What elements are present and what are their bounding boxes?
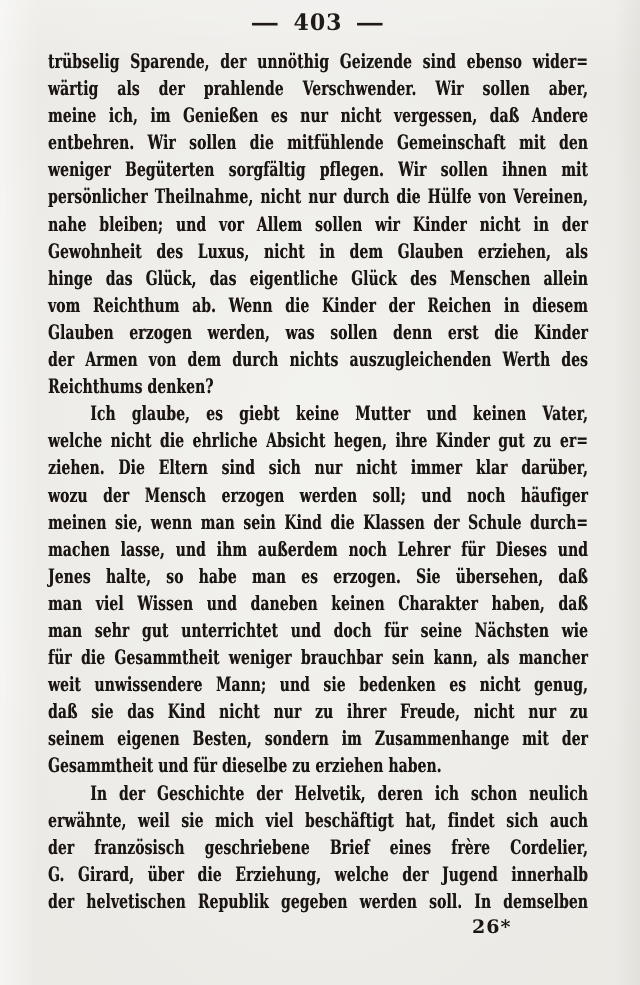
- text-line: wärtig als der prahlende Verschwender. Wir sollen aber,: [48, 76, 588, 101]
- paragraph: [48, 400, 588, 779]
- text-line: trübselig Sparende, der unnöthig Geizende sind ebenso wider=: [48, 49, 588, 73]
- text-line: erwähnte, weil sie mich viel beschäftigt hat, findet sich auch: [48, 807, 588, 832]
- signature-mark: 26*: [472, 916, 512, 938]
- text-line: Glauben erzogen werden, was sollen denn erst die Kinder: [48, 319, 588, 344]
- text-line: Ich glaube, es giebt keine Mutter und keinen Vater,: [90, 401, 588, 426]
- text-line: persönlicher Theilnahme, nicht nur durch die Hülfe von Vereinen,: [48, 184, 588, 209]
- text-line: daß sie das Kind nicht nur zu ihrer Freude, nicht nur zu: [48, 699, 588, 724]
- text-line: seinem eigenen Besten, sondern im Zusammenhange mit der: [48, 726, 588, 751]
- text-block: [48, 48, 588, 915]
- text-line: Reichthums denken?: [48, 374, 214, 399]
- text-line: Gewohnheit des Luxus, nicht in dem Glauben erziehen, als: [48, 238, 588, 263]
- text-line: weniger Begüterten sorgfältig pflegen. Wir sollen ihnen mit: [48, 157, 588, 182]
- text-line: Jenes halte, so habe man es erzogen. Sie übersehen, daß: [48, 563, 588, 588]
- text-line: der Armen von dem durch nichts auszugleichenden Werth des: [48, 347, 588, 372]
- text-line: machen lasse, und ihm außerdem noch Lehrer für Dieses und: [48, 536, 588, 561]
- text-line: für die Gesammtheit weniger brauchbar sein kann, als mancher: [48, 645, 588, 670]
- text-line: entbehren. Wir sollen die mitfühlende Gemeinschaft mit den: [48, 130, 588, 155]
- header-right-dash: —: [356, 10, 386, 36]
- text-line: ziehen. Die Eltern sind sich nur nicht immer klar darüber,: [48, 455, 588, 480]
- text-line: meinen sie, wenn man sein Kind die Klassen der Schule durch=: [48, 509, 588, 534]
- text-line: weit unwissendere Mann; und sie bedenken es nicht genug,: [48, 672, 588, 697]
- text-line: der französisch geschriebene Brief eines frère Cordelier,: [48, 834, 588, 859]
- text-line: man sehr gut unterrichtet und doch für seine Nächsten wie: [48, 617, 588, 642]
- text-line: der helvetischen Republik gegeben werden soll. In demselben: [48, 888, 588, 913]
- text-line: nahe bleiben; und vor Allem sollen wir Kinder nicht in der: [48, 211, 588, 236]
- text-line: G. Girard, über die Erziehung, welche der Jugend innerhalb: [48, 861, 588, 886]
- text-line: Gesammtheit und für dieselbe zu erziehen haben.: [48, 753, 442, 778]
- text-line: wozu der Mensch erzogen werden soll; und noch häufiger: [48, 482, 588, 507]
- text-line: hinge das Glück, das eigentliche Glück des Menschen allein: [48, 265, 588, 290]
- text-line: welche nicht die ehrliche Absicht hegen, ihre Kinder gut zu er=: [48, 428, 588, 453]
- text-line: meine ich, im Genießen es nur nicht vergessen, daß Andere: [48, 103, 588, 128]
- paragraph: [48, 48, 588, 400]
- paragraph: [48, 780, 588, 915]
- text-line: man viel Wissen und daneben keinen Charakter haben, daß: [48, 590, 588, 615]
- text-line: In der Geschichte der Helvetik, deren ich schon neulich: [90, 780, 588, 805]
- page-header: [48, 10, 588, 36]
- page-number: 403: [293, 10, 343, 36]
- text-line: vom Reichthum ab. Wenn die Kinder der Reichen in diesem: [48, 292, 588, 317]
- header-left-dash: —: [250, 10, 280, 36]
